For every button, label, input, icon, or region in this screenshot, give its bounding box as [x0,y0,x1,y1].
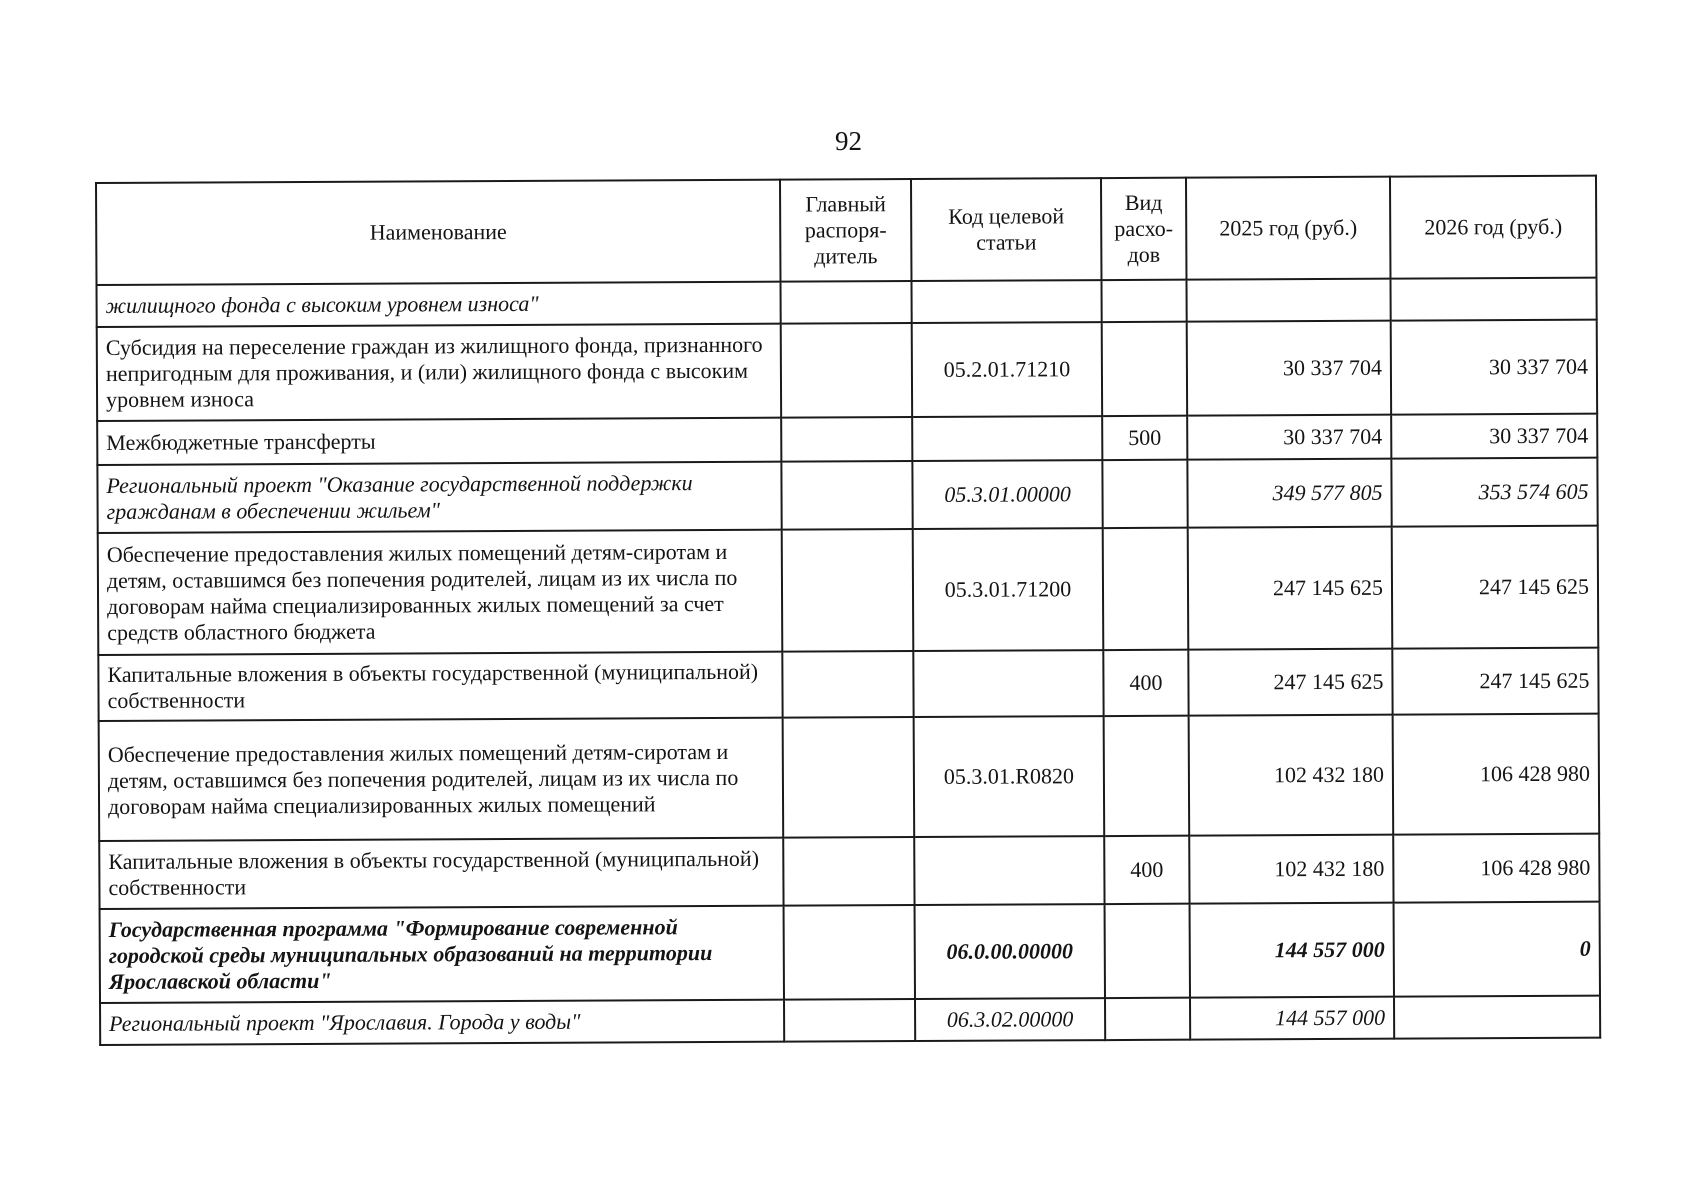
cell-kind [1102,322,1187,416]
cell-y2025: 102 432 180 [1189,835,1393,904]
cell-y2026: 247 145 625 [1392,526,1599,649]
table-row [99,714,1600,841]
table-row [100,902,1600,1003]
table-row [97,320,1597,421]
cell-y2025: 30 337 704 [1187,321,1391,416]
page-number: 92 [835,126,862,156]
cell-y2025: 102 432 180 [1189,715,1394,836]
cell-name: Региональный проект "Оказание государственной поддержки гражданам в обеспечении жильем" [97,462,781,533]
cell-code: 05.3.01.00000 [912,460,1102,529]
cell-manager [782,651,913,718]
cell-y2025: 144 557 000 [1190,997,1394,1040]
table-body [97,278,1601,1045]
cell-name: Капитальные вложения в объекты государственной (муниципальной) собственности [99,838,783,909]
cell-name: Капитальные вложения в объекты государственной (муниципальной) собственности [98,652,782,721]
cell-y2026: 353 574 605 [1391,458,1597,527]
header-2025: 2025 год (руб.) [1186,177,1390,280]
cell-kind [1102,460,1187,528]
cell-y2025: 349 577 805 [1187,459,1391,528]
header-code: Код целевой статьи [911,178,1101,281]
cell-kind: 500 [1102,416,1187,460]
cell-manager [782,529,914,652]
cell-name: жилищного фонда с высоким уровнем износа" [97,282,781,327]
cell-y2025: 247 145 625 [1188,527,1393,650]
table-row [98,526,1599,655]
cell-y2026 [1390,278,1596,321]
cell-code [911,280,1101,323]
cell-y2026: 106 428 980 [1393,834,1599,903]
header-name: Наименование [96,180,780,285]
cell-y2026: 30 337 704 [1391,320,1597,415]
cell-kind: 400 [1103,650,1188,716]
cell-y2026 [1394,996,1600,1039]
table-row [97,414,1597,465]
table-header-row [96,176,1596,285]
cell-kind [1101,280,1186,322]
cell-y2026: 106 428 980 [1393,714,1600,835]
cell-kind [1105,998,1190,1040]
cell-manager [780,281,911,324]
cell-manager [783,837,914,906]
header-manager: Главный распоря-дитель [780,179,911,282]
cell-code: 05.3.01.71200 [913,528,1104,651]
table-row [97,458,1597,533]
cell-y2026: 247 145 625 [1392,648,1598,715]
cell-name: Региональный проект "Ярославия. Города у воды" [100,1000,784,1045]
cell-manager [781,461,912,530]
cell-code: 05.3.01.R0820 [914,716,1105,837]
cell-y2025: 30 337 704 [1187,415,1391,460]
cell-name: Обеспечение предоставления жилых помещений детям-сиротам и детям, оставшимся без попечения родителей, лицам из их числа по договорам найма специализированных жилых помещений [99,718,784,841]
header-kind: Вид расхо-дов [1101,178,1186,280]
table-row [97,278,1597,327]
table-row [100,996,1600,1045]
cell-kind [1105,904,1190,998]
cell-manager [784,905,915,1000]
cell-y2025 [1186,279,1390,322]
cell-name: Межбюджетные трансферты [97,418,781,465]
cell-code: 05.2.01.71210 [912,322,1102,417]
cell-code [913,650,1103,717]
cell-name: Обеспечение предоставления жилых помещений детям-сиротам и детям, оставшимся без попечения родителей, лицам из их числа по договорам найма специализированных жилых помещений за счет средств областного бюджета [98,530,783,655]
budget-table [95,175,1601,1046]
table-row [99,834,1599,909]
cell-code [912,416,1102,461]
cell-name: Государственная программа "Формирование современной городской среды муниципальных образований на территории Ярославской области" [100,906,784,1003]
cell-code: 06.3.02.00000 [915,998,1105,1041]
table-row [98,648,1598,721]
cell-manager [781,323,912,418]
cell-kind [1103,528,1189,650]
header-2026: 2026 год (руб.) [1390,176,1596,279]
cell-code: 06.0.00.00000 [915,904,1105,999]
cell-kind [1104,716,1190,836]
cell-kind: 400 [1104,836,1189,904]
cell-y2026: 0 [1394,902,1600,997]
cell-y2025: 144 557 000 [1190,903,1394,998]
cell-name: Субсидия на переселение граждан из жилищного фонда, признанного непригодным для проживания, и (или) жилищного фонда с высоким уровнем износа [97,324,781,421]
cell-y2026: 30 337 704 [1391,414,1597,459]
cell-manager [783,717,915,838]
cell-manager [784,999,915,1042]
cell-code [914,836,1104,905]
cell-manager [781,417,912,462]
cell-y2025: 247 145 625 [1188,649,1392,716]
